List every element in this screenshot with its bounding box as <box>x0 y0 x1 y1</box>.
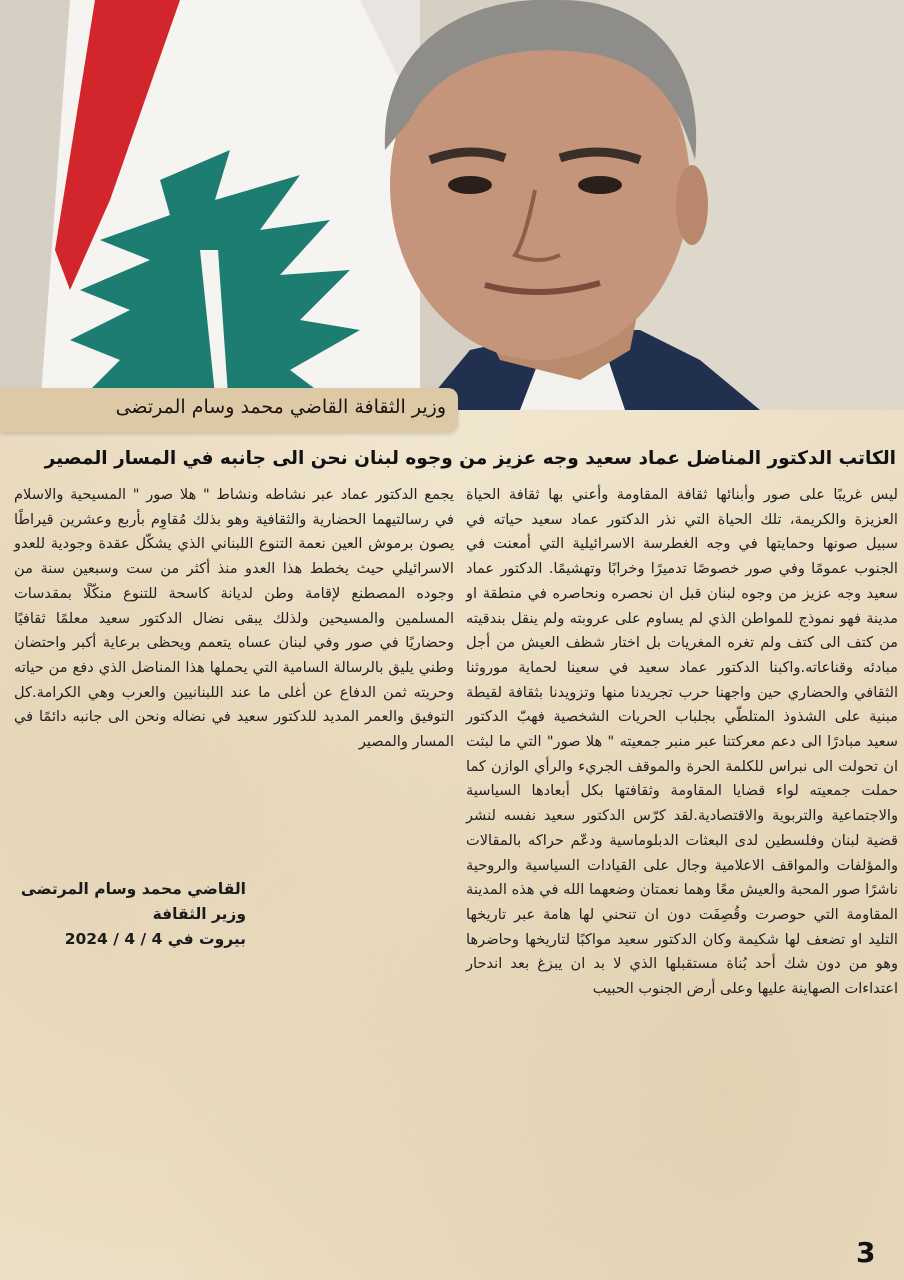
signature-place-date: بيروت في 4 / 4 / 2024 <box>64 930 246 948</box>
article-column-right: ليس غريبًا على صور وأبنائها ثقافة المقاومة وأعني بها ثقافة الحياة العزيزة والكريمة، تلك الحياة التي نذر الدكتور عماد سعيد حياته في سبيل صونها وحمايتها في وجه الغطرسة الاسرائيلية التي أمعنت في الجنوب عمومًا وفي صور خصوصًا تدميرًا وخرابًا وتهشيمًا. الدكتور عماد سعيد وجه عزيز من وجوه لبنان قبل ان نحصره ونحاصره في منطقة او مدينة فهو نموذج للمواطن الذي لم يساوم على عروبته ولم ينقل بندقيته من كتف الى كتف ولم تغره المغريات بل اختار شظف العيش من أجل مبادئه وقناعاته.واكبنا الدكتور عماد سعيد في سعينا لحماية موروثنا الثقافي والحضاري حين واجهنا حرب تجريدنا منها وتزويدنا بثقافة لقيطة مبنية على الشذوذ المتلطّي بجلباب الحريات الشخصية فهبّ الدكتور سعيد مبادرًا الى دعم معركتنا عبر منبر جمعيته " هلا صور" التي ما لبثت ان تحولت الى نبراس للكلمة الحرة والموقف الجريء والرأي الوازن كما حملت جمعيته لواء قضايا المقاومة وثقافتها بكل أبعادها السياسية والاجتماعية والتربوية والاقتصادية.لقد كرّس الدكتور سعيد نفسه لنشر قضية لبنان وفلسطين لدى البعثات الدبلوماسية ودعّم حراكه بالمقالات والمؤلفات والمواقف الاعلامية وجال على القيادات السياسية والروحية ناشرًا صور المحبة والعيش معًا وهما نعمتان وضعهما الله في هذه المدينة المقاومة التي حوصرت وقُصِفَت دون ان تنحني لها هامة عبر تاريخها التليد او تضعف لها شكيمة وكان الدكتور سعيد مواكبًا لتاريخها وحاضرها وهو من دون شك أحد بُناة مستقبلها الذي لا بد ان يبزغ بعد اندحار اعتداءات الصهاينة عليها وعلى أرض الجنوب الحبيب <box>466 486 898 998</box>
article-column-left: يجمع الدكتور عماد عبر نشاطه ونشاط " هلا صور " المسيحية والاسلام في رسالتيهما الحضارية والثقافية وهو بذلك مُقاوِم بأربع وعشرين قيراطًا يصون برموش العين نعمة التنوع اللبناني الذي يشكّل عقدة وجودية للعدو الاسرائيلي حيث يخطط هذا العدو منذ أكثر من ست وسبعين سنة من وجوده المصطنع لإقامة وطن لديانة كاسحة للتنوع منكّلًا بمقدسات المسلمين والمسيحين ولذلك يبقى نضال الدكتور سعيد معلمًا ثقافيًا وحضاريًا في صور وفي لبنان عساه يتعمم ويحظى برعاية أكبر واحتضان وطني يليق بالرسالة السامية التي يحملها هذا المناضل الذي دفع من حياته وحريته ثمن الدفاع عن أغلى ما عند اللبنانيين والعرب وهي الكرامة.كل التوفيق والعمر المديد للدكتور سعيد في نضاله ونحن الى جانبه دائمًا في المسار والمصير <box>14 486 454 751</box>
minister-photo <box>0 0 904 410</box>
lebanese-flag <box>40 0 420 410</box>
signature-block <box>14 877 246 952</box>
article-headline: الكاتب الدكتور المناضل عماد سعيد وجه عزيز من وجوه لبنان نحن الى جانبه في المسار المصير <box>44 448 896 469</box>
portrait-illustration <box>0 0 904 410</box>
caption-text: وزير الثقافة القاضي محمد وسام المرتضى <box>115 396 446 418</box>
signature-name: القاضي محمد وسام المرتضى <box>20 880 246 898</box>
page-number: 3 <box>856 1236 876 1269</box>
signature-title: وزير الثقافة <box>152 905 246 923</box>
photo-caption <box>0 388 458 432</box>
